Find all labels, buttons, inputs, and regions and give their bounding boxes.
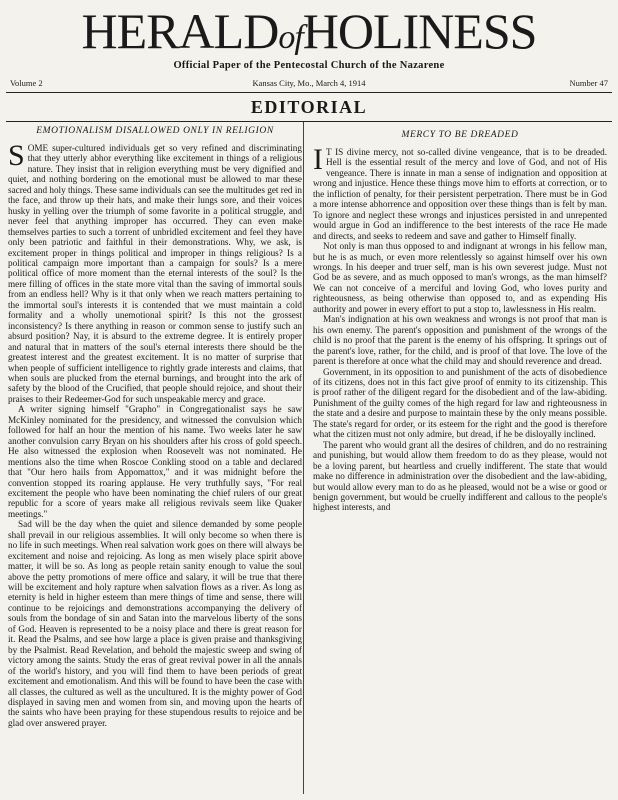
masthead-title-of: of	[278, 19, 303, 56]
volume-label: Volume 2	[10, 78, 43, 88]
article2-paragraph-1	[313, 143, 607, 241]
left-column	[8, 126, 302, 790]
right-column	[313, 124, 607, 788]
article2-dropcap: I	[313, 143, 323, 176]
column-divider	[303, 122, 304, 794]
masthead-title	[0, 4, 618, 65]
masthead-title-part1: HERALD	[81, 3, 279, 59]
article2-paragraph-3: Man's indignation at his own weakness and wrongs is not proof that man is his own enemy. The parent's opposition and punishment of the wrongs of the child is no proof that the parent is the enemy of his offspring. It springs out of the parent's love, rather, for the child, and is proof of that love. The love of the parent is therefore at once what the child may and should reverence and dread.	[313, 314, 607, 367]
section-heading: EDITORIAL	[250, 97, 368, 117]
article1-title: EMOTIONALISM DISALLOWED ONLY IN RELIGION	[36, 126, 274, 136]
article2-paragraph-4: Government, in its opposition to and punishment of the acts of disobedience of its citizens, does not in this fact give proof of enmity to its citizenship. This is proof rather of the diligent regard for the disobedient and of the law-abiding. Punishment of the guilty comes of the high regard for law and righteousness in the state and a desire and purpose to maintain these by the only means possible. The state's regard for order, or its esteem for the right and the good is therefore what the citizen must not only admire, but dread, if he be disloyally inclined.	[313, 366, 607, 440]
article2-title: MERCY TO BE DREADED	[401, 130, 519, 140]
article1-paragraph-2: A writer signing himself "Grapho" in Congregationalist says he saw McKinley nominated for the presidency, and witnessed the convulsion which followed for half an hour the mention of his name. Two weeks later he saw another convulsion carry Bryan on his shoulders after his cross of gold speech. He also witnessed the explosion when Roosevelt was not nominated. He mentions also the time when Roscoe Conkling stood on a table and declared that "Our hero hails from Appomattox," and it was midnight before the convention stopped its roaring applause. He very truthfully says, "For real excitement the people who have been nominating the chief rulers of our great republic for a score of years make all religious revivals seem like Quaker meetings."	[8, 404, 302, 519]
article2-p1-text: T IS divine mercy, not so-called divine vengeance, that is to be dreaded. Hell is the essential result of the mercy and love of God, and not of His vengeance. There is innate in man a sense of indignation and opposition at wrong and injustice. Hence these things move him to efforts at correction, or to the infliction of penalty, for their persistent perpetration. There must be in God a more intense abhorrence and opposition over these things than is felt by man. To ignore and neglect these wrongs and injustices persisted in and unrepented would argue in God an indifference to the best interests of the race He made and directs, and seeks to redeem and save and gather to Himself finally.	[313, 147, 607, 241]
masthead-rule	[6, 92, 612, 93]
issue-line	[10, 78, 608, 91]
section-rule	[6, 121, 612, 122]
masthead-subtitle: Official Paper of the Pentecostal Church of the Nazarene	[173, 60, 445, 71]
article2-paragraph-2: Not only is man thus opposed to and indignant at wrongs in his fellow man, but he is as much, or even more relentlessly so against himself over his own wrongs. In his deeper and truer self, man is his own severest judge. Must not God be as severe, and as much opposed to man's wrongs, as the man himself? We can not conceive of a merciful and loving God, who loves purity and righteousness, as being otherwise than opposed to, and as expending His authority and power in every effort to put a stop to, lawlessness in His realm.	[313, 241, 607, 314]
article1-dropcap: S	[8, 139, 25, 172]
article1-paragraph-3: Sad will be the day when the quiet and silence demanded by some people shall prevail in our religious assemblies. It will only become so when there is no life in such meetings. When real salvation work goes on there will always be excitement and noise and rejoicing. As long as men wisely place spirit above matter, it will be so. As long as people retain sanity enough to value the soul above the petty promotions of mere office and salary, it will be true that there will be excitement and holy rapture when salvation flows as a river. As long as eternity is held in higher esteem than mere things of time and sense, there will continue to be rejoicings and demonstrations accompanying the delivery of souls from the bondage of sin and Satan into the marvelous liberty of the sons of God. Heaven is represented to be a noisy place and there is great reason for it. Read the Psalms, and see how large a place is given praise and thanksgiving by the Psalmist. Read Revelation, and behold the majestic sweep and swing of victory among the saints. Study the eras of great revival power in all the annals of the world's history, and you will find them to have been periods of great excitement and emotionalism. And this will be found to have been the case with all classes, the cultured as well as the uncultured. It is the mighty power of God displayed in saving men and women from sin, and moving upon the hearts of the saints who have been praying for these stupendous results to rejoice and be glad over answered prayer.	[8, 519, 302, 728]
article1-p1-text: OME super-cultured individuals get so very refined and discriminating that they utterly abhor everything like excitement in things of a religious nature. They insist that in religion everything must be very dignified and quiet, and nothing bordering on the emotional must be allowed to mar these sacred and holy things. These same individuals can see the multitudes get red in the face, and throw up their hats, and make their lungs sore, and their voices husky in yelling over the triumph of some favorite in a political struggle, and never feel that anything improper has occurred. They can even make themselves parties to such a torrent of unbridled excitement and feel they have only been patriotic and faithful in their demonstrations. Why, we ask, is excitement proper in things political and improper in things religious? Is a political campaign more important than a campaign for souls? Is a mere political office of more moment than the eternal interests of the soul? Is the mere filling of offices in the state more vital than the saving of immortal souls from an endless hell? Why is it that only when we reach matters pertaining to the immortal soul's interests it is contended that we must maintain a cold formality and a wholly unemotional spirit? Is this not the grossest inconsistency? Is there anything in reason or common sense to justify such an absurd position? Nay, it is absurd to the extreme degree. It is entirely proper and natural that in matters of the soul's eternal interests there should be the greatest interest and the greatest excitement. It is no matter of surprise that when people of sufficient intelligence to rightly grade interests and claims, that when souls are plucked from the eternal burnings, and brought into the ark of safety by the blood of the Crucified, that people should rejoice, and shout their praises to their Redeemer-God for such unspeakable mercy and grace.	[8, 143, 302, 404]
article2-paragraph-5: The parent who would grant all the desires of children, and do no restraining and punishing, but would allow them freedom to do as they please, would not be a loving parent, but heartless and cruelly indifferent. The state that would make no difference in administration over the disobedient and the law-abiding, but would allow every man to do as he pleased, would not be a wise or good or benign government, but would be cruelly indifferent and callous to the people's highest interests, and	[313, 439, 607, 513]
article1-paragraph-1	[8, 139, 302, 404]
masthead-title-part2: HOLINESS	[302, 3, 537, 59]
issue-number: Number 47	[569, 78, 608, 88]
place-date: Kansas City, Mo., March 4, 1914	[252, 78, 366, 88]
